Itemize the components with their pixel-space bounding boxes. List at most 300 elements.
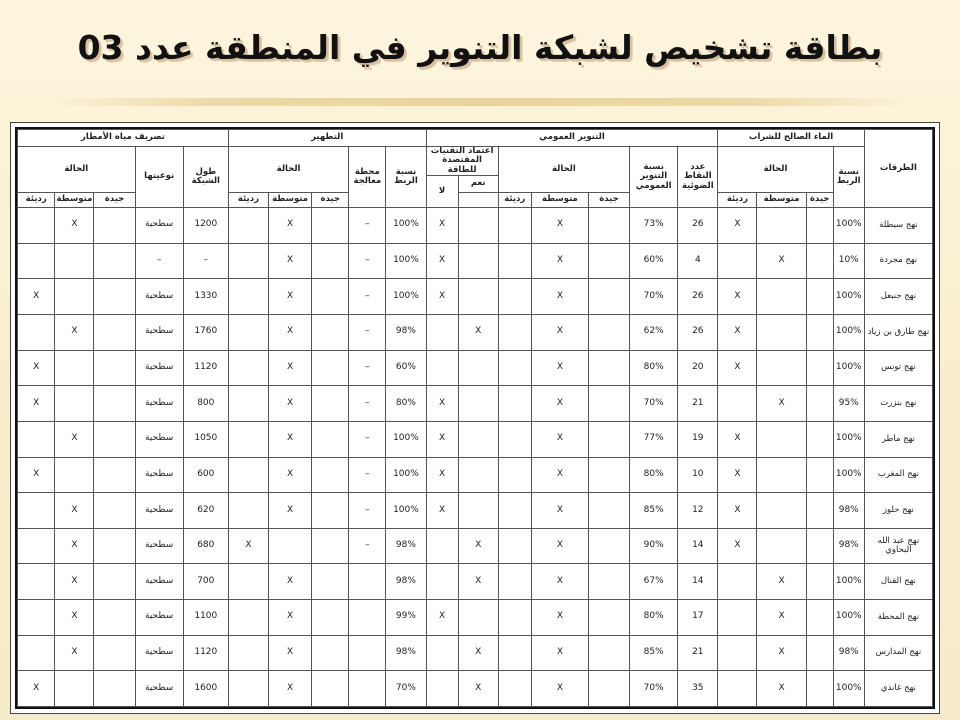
table-row: [18, 635, 933, 671]
cell-w-rate: 98%: [833, 635, 864, 671]
cell-r-med: [55, 386, 94, 422]
cell-s-med: X: [269, 671, 312, 707]
cell-r-med: [55, 243, 94, 279]
cell-l-bad: [498, 600, 531, 636]
cell-r-len: 1100: [183, 600, 228, 636]
cell-r-len: 1200: [183, 208, 228, 244]
cell-s-med: [269, 528, 312, 564]
cell-s-good: [312, 635, 349, 671]
header-lighting-good: جيدة: [588, 193, 629, 208]
cell-l-good: [588, 493, 629, 529]
cell-w-rate: 95%: [833, 386, 864, 422]
cell-s-good: [312, 421, 349, 457]
cell-r-type: سطحية: [135, 528, 183, 564]
cell-e-yes: X: [458, 528, 498, 564]
cell-l-rate: 67%: [630, 564, 678, 600]
cell-w-med: [757, 493, 806, 529]
cell-s-good: [312, 208, 349, 244]
cell-s-good: [312, 528, 349, 564]
header-energy-yes-spacer: [458, 193, 498, 208]
street-name-cell: نهج غاندي: [864, 671, 932, 707]
cell-w-med: [757, 528, 806, 564]
cell-w-good: [806, 314, 833, 350]
header-lighting-bad: رديئة: [498, 193, 531, 208]
street-name-cell: نهج ماطر: [864, 421, 932, 457]
cell-e-yes: [458, 457, 498, 493]
cell-w-med: [757, 279, 806, 315]
header-water-group: الماء الصالح للشراب: [718, 130, 864, 147]
cell-w-rate: 98%: [833, 493, 864, 529]
header-streets: الطرقات: [864, 130, 932, 208]
cell-s-station: –: [349, 457, 386, 493]
cell-e-no: X: [426, 600, 458, 636]
cell-s-station: [349, 600, 386, 636]
cell-r-len: 1050: [183, 421, 228, 457]
table-row: [18, 314, 933, 350]
cell-w-good: [806, 635, 833, 671]
cell-s-bad: X: [228, 528, 268, 564]
cell-l-points: 21: [678, 635, 718, 671]
header-row-subgroups: [18, 147, 933, 176]
cell-s-med: X: [269, 386, 312, 422]
header-sanitation-good: جيدة: [312, 193, 349, 208]
cell-w-good: [806, 600, 833, 636]
cell-l-med: X: [531, 386, 588, 422]
cell-r-len: 1120: [183, 635, 228, 671]
cell-w-bad: [718, 600, 757, 636]
table-row: [18, 600, 933, 636]
cell-l-rate: 70%: [630, 671, 678, 707]
cell-e-yes: [458, 279, 498, 315]
cell-r-med: [55, 279, 94, 315]
table-row: [18, 208, 933, 244]
cell-r-good: [94, 421, 135, 457]
cell-w-rate: 100%: [833, 421, 864, 457]
cell-s-station: –: [349, 243, 386, 279]
cell-w-med: [757, 314, 806, 350]
cell-r-type: سطحية: [135, 564, 183, 600]
cell-l-rate: 62%: [630, 314, 678, 350]
table-row: [18, 493, 933, 529]
cell-l-rate: 90%: [630, 528, 678, 564]
cell-s-med: X: [269, 564, 312, 600]
cell-l-points: 26: [678, 314, 718, 350]
cell-r-len: 1760: [183, 314, 228, 350]
cell-l-points: 20: [678, 350, 718, 386]
cell-e-no: [426, 314, 458, 350]
cell-l-points: 26: [678, 208, 718, 244]
table-body: [18, 208, 933, 707]
table-row: [18, 564, 933, 600]
cell-r-bad: [18, 493, 55, 529]
cell-r-bad: [18, 243, 55, 279]
cell-r-len: 600: [183, 457, 228, 493]
cell-r-bad: X: [18, 457, 55, 493]
cell-r-type: سطحية: [135, 493, 183, 529]
cell-r-good: [94, 208, 135, 244]
cell-s-rate: 100%: [386, 457, 426, 493]
cell-w-rate: 100%: [833, 279, 864, 315]
cell-l-bad: [498, 279, 531, 315]
header-rainwater-bad: رديئة: [18, 193, 55, 208]
cell-r-good: [94, 635, 135, 671]
cell-s-station: [349, 564, 386, 600]
cell-l-bad: [498, 635, 531, 671]
cell-r-med: X: [55, 314, 94, 350]
cell-r-bad: X: [18, 671, 55, 707]
cell-e-no: X: [426, 279, 458, 315]
cell-r-type: سطحية: [135, 421, 183, 457]
cell-s-bad: [228, 421, 268, 457]
header-water-state: الحالة: [718, 147, 833, 193]
cell-s-bad: [228, 493, 268, 529]
cell-s-med: X: [269, 243, 312, 279]
header-sanitation-group: التطهير: [228, 130, 426, 147]
header-treatment-station: محطة معالجة: [349, 147, 386, 208]
cell-l-points: 21: [678, 386, 718, 422]
cell-r-good: [94, 493, 135, 529]
cell-l-med: X: [531, 421, 588, 457]
diagnostic-table: [17, 129, 933, 707]
cell-r-type: سطحية: [135, 386, 183, 422]
cell-l-points: 14: [678, 528, 718, 564]
cell-w-good: [806, 386, 833, 422]
cell-l-points: 4: [678, 243, 718, 279]
cell-w-med: X: [757, 635, 806, 671]
cell-e-yes: [458, 600, 498, 636]
cell-w-bad: [718, 243, 757, 279]
cell-w-bad: X: [718, 421, 757, 457]
cell-s-bad: [228, 671, 268, 707]
cell-l-bad: [498, 493, 531, 529]
cell-l-med: X: [531, 635, 588, 671]
cell-s-station: –: [349, 314, 386, 350]
cell-e-no: X: [426, 243, 458, 279]
cell-w-good: [806, 208, 833, 244]
cell-r-med: X: [55, 635, 94, 671]
header-energy-no: لا: [426, 176, 458, 208]
cell-w-med: X: [757, 600, 806, 636]
cell-s-good: [312, 350, 349, 386]
cell-s-rate: 80%: [386, 386, 426, 422]
cell-r-bad: [18, 314, 55, 350]
cell-s-rate: 98%: [386, 564, 426, 600]
cell-s-bad: [228, 314, 268, 350]
cell-l-med: X: [531, 600, 588, 636]
cell-l-med: X: [531, 279, 588, 315]
cell-s-bad: [228, 350, 268, 386]
cell-w-bad: [718, 671, 757, 707]
cell-r-good: [94, 671, 135, 707]
cell-s-med: X: [269, 350, 312, 386]
cell-r-len: 700: [183, 564, 228, 600]
cell-w-bad: [718, 635, 757, 671]
cell-s-good: [312, 493, 349, 529]
cell-e-yes: [458, 386, 498, 422]
cell-s-med: X: [269, 600, 312, 636]
cell-r-med: X: [55, 421, 94, 457]
cell-s-station: –: [349, 421, 386, 457]
cell-r-good: [94, 457, 135, 493]
cell-w-good: [806, 671, 833, 707]
cell-l-rate: 85%: [630, 635, 678, 671]
cell-s-med: X: [269, 421, 312, 457]
cell-w-rate: 100%: [833, 600, 864, 636]
cell-w-good: [806, 350, 833, 386]
cell-l-good: [588, 243, 629, 279]
cell-r-type: سطحية: [135, 208, 183, 244]
cell-w-med: [757, 421, 806, 457]
street-name-cell: نهج المحطة: [864, 600, 932, 636]
cell-l-bad: [498, 564, 531, 600]
cell-r-bad: [18, 528, 55, 564]
cell-s-rate: 99%: [386, 600, 426, 636]
cell-s-rate: 100%: [386, 208, 426, 244]
cell-r-med: X: [55, 600, 94, 636]
table-row: [18, 386, 933, 422]
table-row: [18, 457, 933, 493]
cell-w-good: [806, 421, 833, 457]
cell-l-points: 10: [678, 457, 718, 493]
cell-l-good: [588, 528, 629, 564]
cell-s-med: X: [269, 279, 312, 315]
cell-w-bad: X: [718, 279, 757, 315]
cell-l-points: 19: [678, 421, 718, 457]
cell-s-station: [349, 671, 386, 707]
header-sanitation-medium: متوسطة: [269, 193, 312, 208]
cell-s-rate: 98%: [386, 528, 426, 564]
cell-l-bad: [498, 421, 531, 457]
cell-l-med: X: [531, 457, 588, 493]
street-name-cell: نهج حلوز: [864, 493, 932, 529]
cell-l-good: [588, 279, 629, 315]
street-name-cell: نهج تونس: [864, 350, 932, 386]
cell-r-len: 620: [183, 493, 228, 529]
street-name-cell: نهج المدارس: [864, 635, 932, 671]
cell-w-bad: X: [718, 493, 757, 529]
header-rainwater-medium: متوسطة: [55, 193, 94, 208]
cell-w-med: [757, 457, 806, 493]
table-row: [18, 279, 933, 315]
cell-r-good: [94, 386, 135, 422]
cell-w-bad: X: [718, 528, 757, 564]
cell-s-good: [312, 386, 349, 422]
cell-l-good: [588, 386, 629, 422]
cell-r-type: سطحية: [135, 635, 183, 671]
cell-r-type: سطحية: [135, 350, 183, 386]
cell-l-good: [588, 314, 629, 350]
cell-r-bad: [18, 208, 55, 244]
cell-w-med: X: [757, 564, 806, 600]
cell-s-bad: [228, 243, 268, 279]
cell-r-len: 1120: [183, 350, 228, 386]
cell-l-good: [588, 600, 629, 636]
cell-r-med: X: [55, 208, 94, 244]
cell-e-yes: [458, 421, 498, 457]
cell-l-med: X: [531, 564, 588, 600]
cell-w-rate: 98%: [833, 528, 864, 564]
cell-s-rate: 100%: [386, 279, 426, 315]
header-network-type: نوعيتها: [135, 147, 183, 208]
header-lighting-state: الحالة: [498, 147, 629, 193]
cell-e-no: X: [426, 386, 458, 422]
cell-w-good: [806, 493, 833, 529]
cell-l-rate: 80%: [630, 457, 678, 493]
header-light-points: عدد النقاط الضوئية: [678, 147, 718, 208]
cell-s-med: X: [269, 208, 312, 244]
cell-s-good: [312, 457, 349, 493]
cell-w-rate: 100%: [833, 314, 864, 350]
cell-s-good: [312, 243, 349, 279]
cell-w-rate: 100%: [833, 208, 864, 244]
cell-s-rate: 98%: [386, 314, 426, 350]
cell-l-rate: 60%: [630, 243, 678, 279]
cell-l-med: X: [531, 208, 588, 244]
cell-w-good: [806, 457, 833, 493]
cell-s-rate: 70%: [386, 671, 426, 707]
cell-l-rate: 70%: [630, 279, 678, 315]
cell-w-good: [806, 243, 833, 279]
header-sanitation-bad: رديئة: [228, 193, 268, 208]
table-row: [18, 671, 933, 707]
cell-r-med: [55, 457, 94, 493]
cell-s-med: X: [269, 493, 312, 529]
cell-w-rate: 100%: [833, 457, 864, 493]
cell-l-bad: [498, 243, 531, 279]
cell-e-yes: [458, 208, 498, 244]
cell-r-type: سطحية: [135, 314, 183, 350]
cell-l-rate: 85%: [630, 493, 678, 529]
cell-l-med: X: [531, 314, 588, 350]
header-rainwater-good: جيدة: [94, 193, 135, 208]
cell-w-good: [806, 564, 833, 600]
cell-r-bad: X: [18, 386, 55, 422]
cell-l-points: 12: [678, 493, 718, 529]
cell-s-station: –: [349, 350, 386, 386]
cell-l-points: 26: [678, 279, 718, 315]
cell-w-rate: 10%: [833, 243, 864, 279]
cell-r-med: X: [55, 493, 94, 529]
table-row: [18, 243, 933, 279]
cell-w-med: X: [757, 671, 806, 707]
cell-s-bad: [228, 457, 268, 493]
cell-r-med: [55, 671, 94, 707]
cell-r-med: X: [55, 528, 94, 564]
cell-w-rate: 100%: [833, 350, 864, 386]
cell-w-good: [806, 528, 833, 564]
cell-s-bad: [228, 208, 268, 244]
cell-s-rate: 98%: [386, 635, 426, 671]
cell-l-med: X: [531, 350, 588, 386]
cell-s-station: –: [349, 279, 386, 315]
cell-l-rate: 80%: [630, 350, 678, 386]
cell-l-bad: [498, 528, 531, 564]
cell-w-med: [757, 208, 806, 244]
cell-r-good: [94, 279, 135, 315]
street-name-cell: نهج جنبعل: [864, 279, 932, 315]
header-lighting-medium: متوسطة: [531, 193, 588, 208]
header-row-groups: [18, 130, 933, 147]
cell-r-good: [94, 564, 135, 600]
cell-e-no: X: [426, 493, 458, 529]
header-water-medium: متوسطة: [757, 193, 806, 208]
cell-e-no: [426, 671, 458, 707]
cell-s-bad: [228, 386, 268, 422]
cell-r-bad: [18, 600, 55, 636]
cell-w-rate: 100%: [833, 564, 864, 600]
cell-s-bad: [228, 279, 268, 315]
diagnostic-table-frame: [10, 122, 940, 714]
cell-l-bad: [498, 208, 531, 244]
cell-e-no: [426, 528, 458, 564]
cell-s-rate: 100%: [386, 421, 426, 457]
cell-l-good: [588, 671, 629, 707]
cell-e-yes: X: [458, 635, 498, 671]
cell-s-station: [349, 635, 386, 671]
cell-e-no: [426, 350, 458, 386]
cell-l-rate: 80%: [630, 600, 678, 636]
cell-w-med: X: [757, 243, 806, 279]
cell-s-rate: 100%: [386, 243, 426, 279]
cell-w-rate: 100%: [833, 671, 864, 707]
cell-r-type: سطحية: [135, 600, 183, 636]
cell-l-bad: [498, 350, 531, 386]
cell-l-good: [588, 421, 629, 457]
cell-w-bad: X: [718, 208, 757, 244]
header-lighting-group: التنوير العمومي: [426, 130, 718, 147]
cell-s-good: [312, 600, 349, 636]
cell-l-med: X: [531, 493, 588, 529]
cell-l-good: [588, 208, 629, 244]
cell-w-bad: [718, 564, 757, 600]
cell-r-len: 1600: [183, 671, 228, 707]
diagnostic-table-border: [15, 127, 935, 709]
cell-w-med: [757, 350, 806, 386]
cell-l-points: 17: [678, 600, 718, 636]
street-name-cell: نهج بنزرت: [864, 386, 932, 422]
cell-s-rate: 60%: [386, 350, 426, 386]
cell-l-good: [588, 564, 629, 600]
cell-s-med: X: [269, 457, 312, 493]
header-water-bad: رديئة: [718, 193, 757, 208]
cell-w-bad: [718, 386, 757, 422]
cell-s-good: [312, 314, 349, 350]
cell-l-med: X: [531, 671, 588, 707]
table-row: [18, 421, 933, 457]
cell-r-bad: X: [18, 350, 55, 386]
cell-s-station: –: [349, 208, 386, 244]
street-name-cell: نهج مجردة: [864, 243, 932, 279]
cell-l-good: [588, 350, 629, 386]
cell-l-bad: [498, 386, 531, 422]
cell-s-station: –: [349, 528, 386, 564]
cell-e-no: X: [426, 421, 458, 457]
cell-w-bad: X: [718, 457, 757, 493]
cell-r-good: [94, 600, 135, 636]
cell-r-len: –: [183, 243, 228, 279]
cell-s-rate: 100%: [386, 493, 426, 529]
header-energy-yes: نعم: [458, 176, 498, 193]
cell-s-station: –: [349, 386, 386, 422]
cell-l-rate: 73%: [630, 208, 678, 244]
header-energy-saving: اعتماد التقنيات المقتصدة للطاقة: [426, 147, 498, 176]
cell-l-med: X: [531, 528, 588, 564]
street-name-cell: نهج القنال: [864, 564, 932, 600]
cell-e-no: [426, 564, 458, 600]
cell-e-yes: [458, 243, 498, 279]
cell-s-station: –: [349, 493, 386, 529]
street-name-cell: نهج المغرب: [864, 457, 932, 493]
